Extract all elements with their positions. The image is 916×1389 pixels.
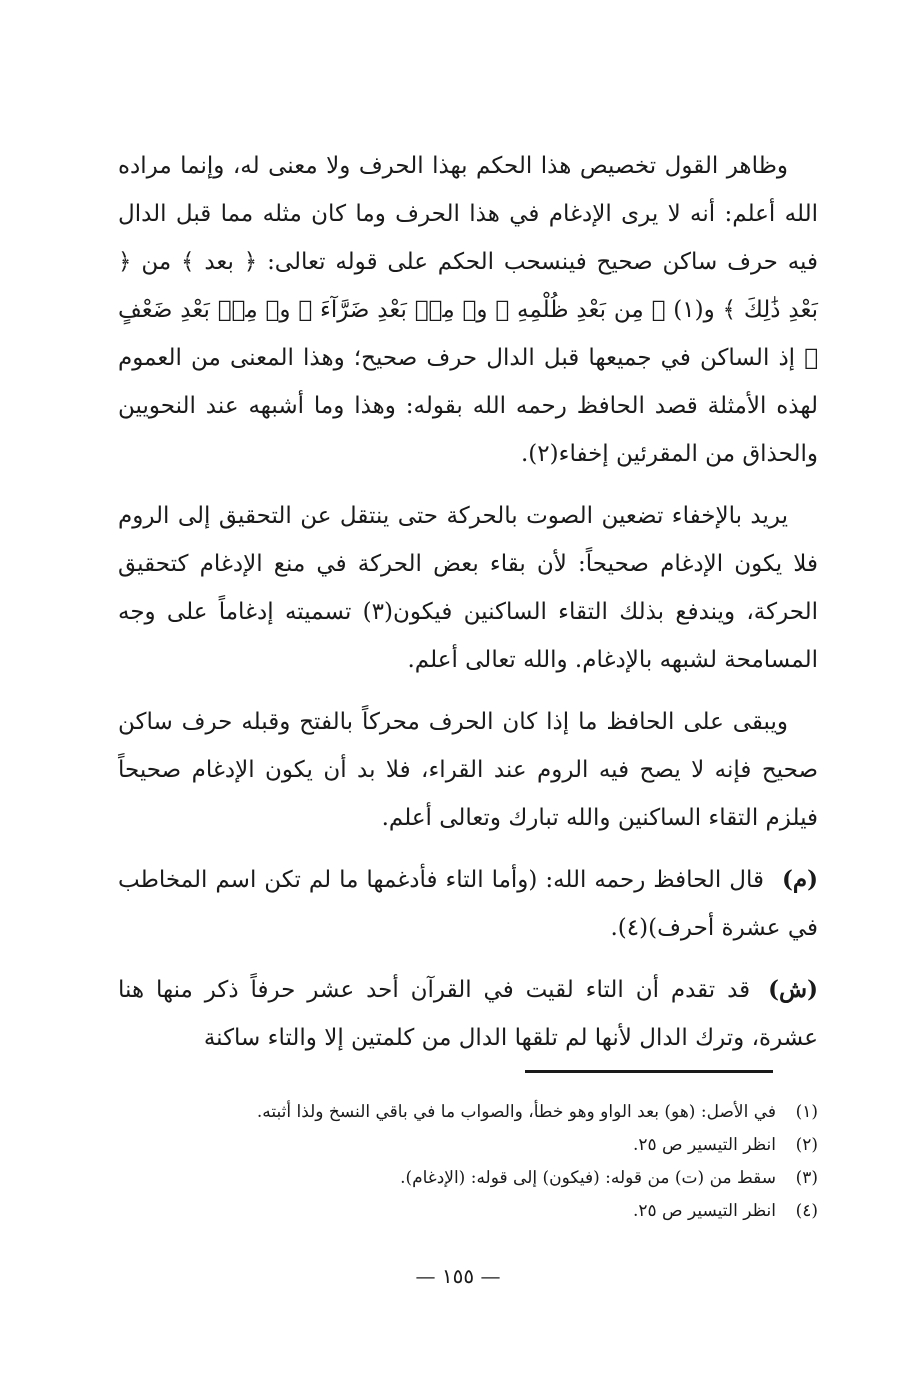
footnote-number: (٣)	[795, 1168, 818, 1188]
paragraph-1: وظاهر القول تخصيص هذا الحكم بهذا الحرف ولا معنى له، وإنما مراده الله أعلم: أنه لا يرى الإدغام في هذا الحرف وما كان مثله مما قبل الدال فيه حرف ساكن صحيح فينسحب الحكم على قوله تعالى: ﴿ بعد ﴾ من ﴿ بَعْدِ ذَٰلِكَ ﴾ و(١) ﴿ مِن بَعْدِ ظُلْمِهِ ﴾ و﴿ مِنۢ بَعْدِ ضَرَّآءَ ﴾ و﴿ مِنۢ بَعْدِ ضَعْفٍ ﴾ إذ الساكن في جميعها قبل الدال حرف صحيح؛ وهذا المعنى من العموم لهذه الأمثلة قصد الحافظ رحمه الله بقوله: وهذا وما أشبهه عند النحويين والحذاق من المقرئين إخفاء(٢).	[118, 153, 818, 467]
matn-text: قال الحافظ رحمه الله: (وأما التاء فأدغمها ما لم تكن اسم المخاطب في عشرة أحرف)(٤).	[118, 867, 818, 941]
main-text	[118, 142, 818, 1062]
footnote-number: (٢)	[795, 1135, 818, 1155]
matn-label: (م)	[781, 866, 818, 893]
footnote-text: انظر التيسير ص ٢٥.	[632, 1201, 776, 1221]
footnote-text: في الأصل: (هو) بعد الواو وهو خطأ، والصواب ما في باقي النسخ ولذا أثبته.	[256, 1102, 776, 1122]
sharh-paragraph	[118, 966, 818, 1062]
paragraph-2: يريد بالإخفاء تضعين الصوت بالحركة حتى ينتقل عن التحقيق إلى الروم فلا يكون الإدغام صحيحاً: لأن بقاء بعض الحركة في منع الإدغام كتحقيق الحركة، ويندفع بذلك التقاء الساكنين فيكون(٣) تسميته إدغاماً على وجه المسامحة لشبهه بالإدغام. والله تعالى أعلم.	[118, 503, 818, 673]
footnote-item	[118, 1195, 818, 1228]
footnotes	[118, 1096, 818, 1228]
footnote-item	[118, 1096, 818, 1129]
footnote-text: سقط من (ت) من قوله: (فيكون) إلى قوله: (الإدغام).	[400, 1168, 776, 1188]
paragraph-3: ويبقى على الحافظ ما إذا كان الحرف محركاً بالفتح وقبله حرف ساكن صحيح فإنه لا يصح فيه الروم عند القراء، فلا بد أن يكون الإدغام صحيحاً فيلزم التقاء الساكنين والله تبارك وتعالى أعلم.	[118, 709, 818, 831]
sharh-text: قد تقدم أن التاء لقيت في القرآن أحد عشر حرفاً ذكر منها هنا عشرة، وترك الدال لأنها لم تلقها الدال من كلمتين إلا والتاء ساكنة	[118, 977, 818, 1051]
matn-paragraph	[118, 856, 818, 952]
footnote-separator	[525, 1070, 773, 1073]
footnote-item	[118, 1162, 818, 1195]
page-number: — ١٥٥ —	[415, 1264, 501, 1288]
sharh-label: (ش)	[768, 976, 818, 1003]
footnote-item	[118, 1129, 818, 1162]
footnote-number: (٤)	[795, 1201, 818, 1221]
footnote-text: انظر التيسير ص ٢٥.	[632, 1135, 776, 1155]
footnote-number: (١)	[795, 1102, 818, 1122]
